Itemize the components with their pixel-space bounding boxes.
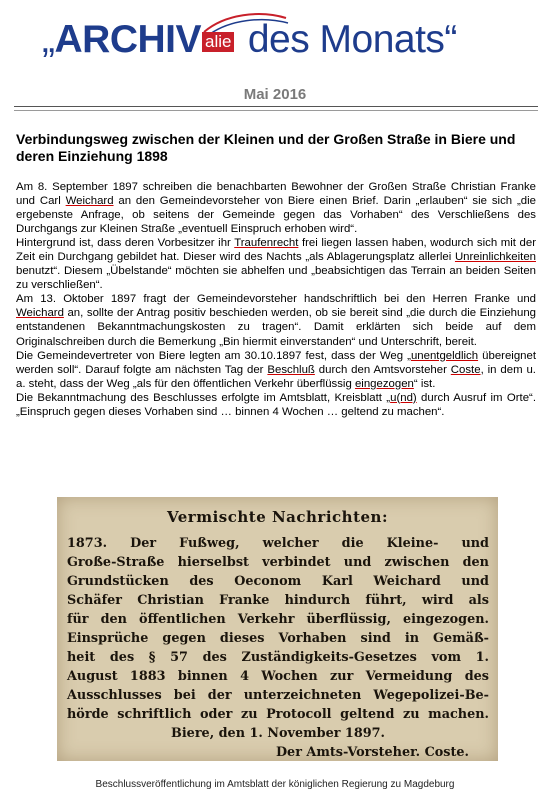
paragraph-text: Am 13. Oktober 1897 fragt der Gemeindevorsteher handschriftlich bei den Herren Franke und: [16, 293, 536, 306]
banner-archiv: ARCHIV: [54, 18, 202, 61]
paragraph-text: an, sollte der Antrag positiv beschieden werden, ob sie bereit sind „die durch die Einziehung entstandenen Bekanntmachungskosten zu tragen“. Damit erklärten sich beide auf dem Originalschreiben durch die Bemerkung „Bin hiermit einverstanden“ und Unterschrift, bereit.: [16, 307, 536, 348]
paragraph-text: an den Gemeindevorsteher von Biere einen Brief. Darin „erlauben“ sie sich „die ergebenste Anfrage, ob seitens der Gemeinde gegen das Vorhaben“ des Verschließens des Durchgangs zur Kleinen Straße „eventuell Einspruch erhoben wird“.: [16, 195, 536, 236]
banner-alie: alie: [202, 32, 234, 52]
banner-title: [42, 20, 457, 59]
article-paragraph: [16, 180, 536, 236]
clipping-line: Schäfer Christian Franke hindurch führt, wird als: [67, 593, 489, 608]
clipping-line: Große-Straße hierselbst verbindet und zwischen den: [67, 555, 489, 570]
paragraph-text: Hintergrund ist, dass deren Vorbesitzer ihr: [16, 237, 235, 250]
underlined-word: Unreinlichkeiten: [454, 251, 536, 264]
divider-bottom: [14, 110, 538, 111]
underlined-word: unentgeldlich: [410, 349, 479, 362]
underlined-word: u(nd): [390, 391, 417, 404]
paragraph-text: Am 8. September 1897 schreiben die benachbarten Bewohner der Großen Straße Christian Franke und Carl: [16, 181, 536, 208]
clipping-line: Einsprüche gegen dieses Vorhaben sind in Gemäß-: [67, 631, 489, 646]
underlined-word: Weichard: [65, 195, 114, 208]
paragraph-text: durch den Amtsvorsteher: [314, 363, 451, 376]
paragraph-text: übereignet werden soll“. Darauf folgte am nächsten Tag der: [16, 349, 537, 376]
clipping-line: Grundstücken des Oeconom Karl Weichard und: [67, 574, 489, 589]
clipping-signature-line: Der Amts-Vorsteher. Coste.: [275, 745, 469, 760]
paragraph-text: “ ist.: [413, 377, 436, 390]
paragraph-text: , in dem u. a. steht, dass der Weg „als für den öffentlichen Verkehr überflüssig: [16, 363, 536, 390]
paragraph-text: frei liegen lassen haben, wodurch sich mit der Zeit ein Durchgang gebildet hat. Dieser wird des Nachts „als Ablagerungsplatz allerlei: [16, 237, 537, 264]
clipping-line: August 1883 binnen 4 Wochen zur Vermeidung des: [67, 669, 489, 684]
clipping-line: Ausschlusses bei der unterzeichneten Wegepolizei-Be-: [67, 688, 489, 703]
underlined-word: Coste: [450, 363, 481, 376]
paragraph-text: benutzt“. Diesem „Übelstande“ möchten sie abhelfen und „beabsichtigen das Terrain an beiden Seiten zu verschließen“.: [16, 265, 536, 292]
article-paragraph: [16, 236, 536, 292]
underlined-word: eingezogen: [354, 377, 414, 390]
article-title: Verbindungsweg zwischen der Kleinen und der Großen Straße in Biere und deren Einziehung 1898: [16, 131, 516, 164]
clipping-line: heit des § 57 des Zuständigkeits-Gesetzes vom 1.: [67, 650, 489, 665]
paragraph-text: Die Gemeindevertreter von Biere legten am 30.10.1897 fest, dass der Weg „: [16, 349, 411, 362]
divider-top: [14, 106, 538, 107]
clipping-heading: Vermischte Nachrichten:: [167, 508, 388, 526]
clipping-caption: Beschlussveröffentlichung im Amtsblatt der königlichen Regierung zu Magdeburg: [95, 779, 455, 790]
clipping-line: hörde schriftlich oder zu Protocoll geltend zu machen.: [67, 707, 489, 722]
clipping-line: für den öffentlichen Verkehr überflüssig, eingezogen.: [67, 612, 489, 627]
archivalie-banner: [0, 0, 550, 78]
paragraph-text: durch Ausruf im Orte“. „Einspruch gegen dieses Vorhaben sind … binnen 4 Wochen … geltend zu machen“.: [16, 391, 536, 418]
banner-quote-open: „: [42, 18, 55, 61]
clipping-line: 1873. Der Fußweg, welcher die Kleine- und: [67, 536, 489, 551]
underlined-word: Traufenrecht: [234, 237, 299, 250]
underlined-word: Weichard: [16, 307, 64, 320]
newspaper-clipping: [57, 497, 498, 761]
underlined-word: Beschluß: [267, 363, 315, 376]
clipping-date-line: Biere, den 1. November 1897.: [171, 726, 385, 741]
article-paragraph: [16, 391, 536, 419]
article-paragraph: [16, 349, 536, 391]
issue-month: Mai 2016: [243, 86, 307, 103]
article-body: [16, 180, 536, 419]
paragraph-text: Die Bekanntmachung des Beschlusses erfolgte im Amtsblatt, Kreisblatt „: [16, 391, 391, 404]
banner-des-monats: des Monats“: [237, 18, 457, 61]
article-paragraph: [16, 292, 536, 348]
